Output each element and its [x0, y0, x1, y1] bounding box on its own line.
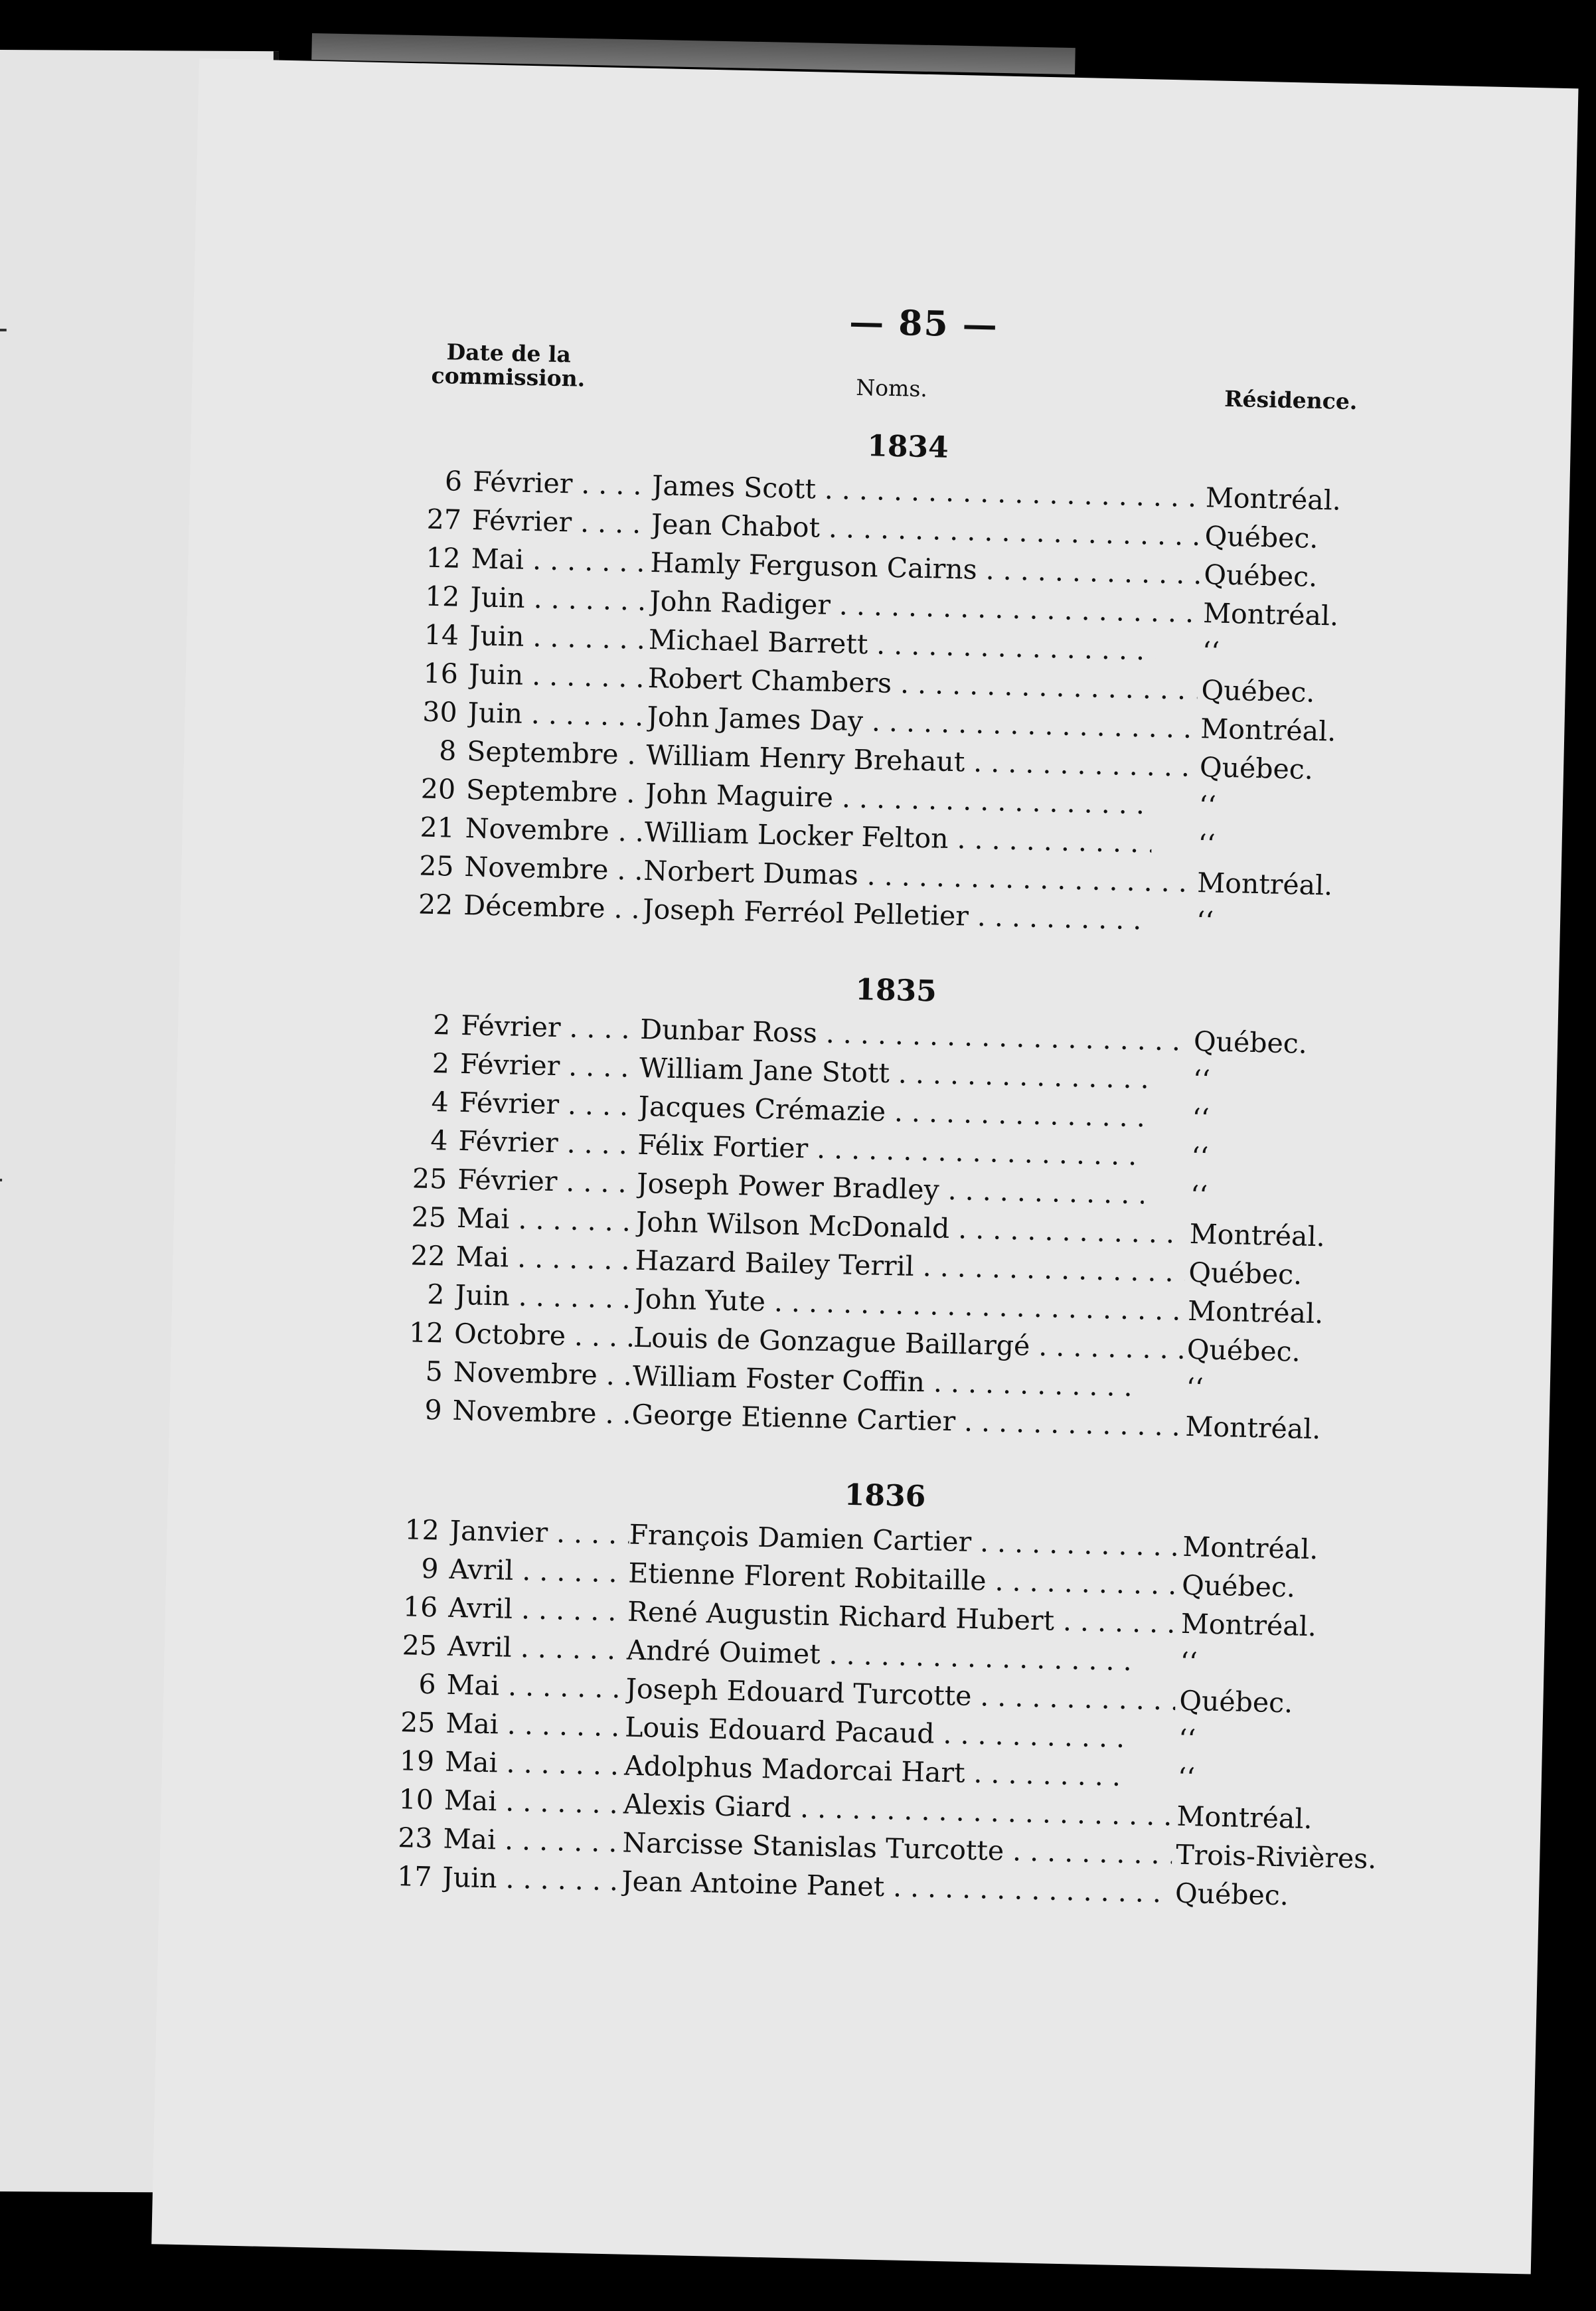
person-name: Joseph Power Bradley . . .: [637, 1164, 1145, 1214]
residence-column-header: Résidence.: [1224, 385, 1358, 415]
commission-month: Septembre . . .: [467, 732, 647, 774]
commission-day: 5: [425, 1355, 443, 1388]
date-column-header: [431, 340, 586, 391]
commission-month: Juin . . .: [455, 1276, 635, 1318]
page-number: — 85 —: [848, 301, 999, 346]
date-header-line: commission.: [431, 362, 586, 392]
commission-day: 14: [424, 618, 459, 651]
year-heading: 1834: [866, 429, 949, 465]
residence: ‘‘: [1180, 1646, 1198, 1679]
names-column-header: Noms.: [856, 374, 928, 402]
commission-day: 4: [431, 1086, 449, 1118]
commission-month: Février . . .: [457, 1160, 637, 1203]
commission-month: Novembre . . .: [465, 809, 645, 851]
commission-month: Février . . .: [471, 501, 651, 543]
document-page: [151, 58, 1578, 2274]
person-name: George Etienne Cartier . . .: [631, 1395, 1182, 1446]
residence: Montréal.: [1205, 481, 1342, 517]
person-name: Hamly Ferguson Cairns . . .: [650, 543, 1200, 594]
residence: ‘‘: [1198, 790, 1217, 822]
commission-month: Septembre . . .: [465, 770, 645, 813]
commission-day: 2: [432, 1047, 450, 1080]
commission-day: 6: [444, 465, 463, 497]
commission-month: Juin . . .: [468, 655, 648, 697]
commission-month: Mai . . .: [471, 539, 651, 582]
residence: ‘‘: [1186, 1371, 1204, 1405]
commission-day: 22: [418, 888, 453, 921]
commission-month: Mai . . .: [455, 1237, 635, 1280]
residence: Québec.: [1193, 1025, 1308, 1060]
commission-day: 2: [426, 1278, 445, 1311]
residence: Montréal.: [1189, 1217, 1326, 1253]
date-header-line: Date de la: [446, 339, 572, 368]
residence: ‘‘: [1192, 1102, 1210, 1135]
person-name: René Augustin Richard Hubert . . .: [627, 1592, 1178, 1643]
person-name: Etienne Florent Robitaille . . .: [628, 1554, 1178, 1604]
commission-day: 10: [398, 1783, 434, 1816]
commission-day: 25: [400, 1706, 436, 1739]
commission-day: 16: [402, 1590, 438, 1624]
residence: Québec.: [1174, 1877, 1289, 1912]
commission-day: 25: [411, 1201, 447, 1234]
person-name: William Henry Brehaut . . .: [646, 736, 1196, 786]
person-name: André Ouimet . . .: [626, 1631, 1134, 1681]
person-name: Robert Chambers . . .: [647, 659, 1198, 709]
person-name: Jacques Crémazie . . .: [638, 1087, 1146, 1137]
commission-day: 9: [420, 1552, 439, 1585]
commission-month: Novembre . . .: [453, 1353, 633, 1395]
person-name: Jean Chabot . . .: [651, 505, 1201, 555]
year-heading: 1835: [854, 972, 937, 1009]
residence: ‘‘: [1192, 1064, 1211, 1096]
person-name: John Wilson McDonald . . .: [635, 1203, 1186, 1253]
commission-month: Mai . . .: [456, 1199, 636, 1241]
person-name: Narcisse Stanislas Turcotte . . .: [622, 1824, 1172, 1874]
residence: ‘‘: [1196, 905, 1214, 938]
person-name: Dunbar Ross . . .: [640, 1010, 1190, 1061]
commission-day: 16: [423, 657, 459, 690]
commission-day: 6: [418, 1668, 437, 1701]
person-name: James Scott . . .: [652, 466, 1202, 517]
year-sections: [385, 419, 1377, 1916]
commission-month: Octobre . . .: [454, 1314, 634, 1357]
residence: Québec.: [1178, 1684, 1293, 1719]
commission-day: 21: [420, 811, 455, 844]
commission-day: 22: [410, 1239, 446, 1272]
residence: Trois-Rivières.: [1175, 1838, 1377, 1875]
commission-day: 12: [404, 1513, 440, 1547]
page-mark: [0, 1179, 2, 1181]
commission-month: Février . . .: [459, 1083, 639, 1126]
residence: Montréal.: [1176, 1800, 1313, 1836]
commission-month: Novembre . . .: [452, 1391, 632, 1434]
year-section: [406, 419, 1373, 944]
person-name: John Radiger . . .: [649, 582, 1200, 632]
residence: Montréal.: [1200, 713, 1336, 748]
commission-month: Juin . . .: [442, 1858, 622, 1901]
person-name: François Damien Cartier . . .: [629, 1515, 1179, 1566]
person-name: John Maguire . . .: [645, 774, 1153, 824]
commission-month: Février . . .: [473, 462, 653, 505]
residence: Montréal.: [1182, 1530, 1318, 1566]
person-name: Norbert Dumas . . .: [643, 851, 1194, 902]
person-name: Joseph Edouard Turcotte . . .: [625, 1669, 1176, 1720]
person-name: William Foster Coffin . . .: [632, 1357, 1140, 1407]
person-name: Louis Edouard Pacaud . . .: [625, 1708, 1133, 1758]
person-name: William Locker Felton . . .: [644, 813, 1152, 863]
commission-month: Avril . . .: [447, 1627, 627, 1669]
residence: Québec.: [1186, 1333, 1301, 1368]
residence: Québec.: [1181, 1569, 1296, 1604]
person-name: William Jane Stott . . .: [639, 1049, 1147, 1098]
text-block: [384, 292, 1376, 1956]
residence: Québec.: [1201, 674, 1315, 709]
commission-day: 19: [399, 1745, 435, 1778]
residence: Montréal.: [1202, 597, 1339, 632]
commission-month: Mai . . .: [445, 1743, 625, 1785]
commission-day: 25: [402, 1629, 438, 1662]
commission-month: Juin . . .: [470, 578, 650, 620]
residence: ‘‘: [1202, 636, 1220, 668]
commission-day: 25: [412, 1162, 447, 1195]
residence: Québec.: [1203, 558, 1318, 593]
person-name: Félix Fortier . . .: [637, 1126, 1145, 1175]
residence: Montréal.: [1187, 1294, 1324, 1330]
commission-day: 20: [420, 772, 456, 806]
person-name: Jean Antoine Panet . . .: [621, 1862, 1172, 1913]
residence: ‘‘: [1198, 828, 1216, 861]
residence: Québec.: [1188, 1256, 1303, 1291]
commission-day: 12: [408, 1316, 444, 1349]
person-name: John Yute . . .: [634, 1280, 1184, 1330]
residence: Montréal.: [1196, 867, 1333, 902]
residence: Montréal.: [1184, 1410, 1321, 1446]
commission-month: Mai . . .: [445, 1704, 625, 1747]
commission-day: 30: [422, 695, 458, 728]
person-name: John James Day . . .: [647, 697, 1197, 748]
page-mark: [0, 329, 7, 331]
person-name: Adolphus Madorcai Hart . . .: [623, 1747, 1131, 1796]
commission-month: Février . . .: [458, 1122, 638, 1164]
residence: Montréal.: [1180, 1607, 1317, 1643]
commission-month: Mai . . .: [446, 1666, 626, 1708]
commission-day: 4: [430, 1124, 449, 1157]
residence: ‘‘: [1190, 1179, 1208, 1212]
commission-month: Février . . .: [459, 1045, 639, 1087]
commission-month: Janvier . . .: [449, 1511, 629, 1554]
commission-month: Mai . . .: [443, 1820, 623, 1862]
person-name: Louis de Gonzague Baillargé . . .: [633, 1318, 1184, 1369]
person-name: Michael Barrett . . .: [648, 620, 1156, 670]
commission-day: 17: [396, 1860, 432, 1893]
commission-day: 12: [425, 541, 461, 574]
commission-day: 12: [424, 580, 460, 613]
commission-day: 2: [432, 1009, 451, 1041]
residence: Québec.: [1199, 751, 1314, 786]
person-name: Hazard Bailey Terril . . .: [635, 1241, 1185, 1292]
year-heading: 1836: [844, 1478, 926, 1514]
residence: ‘‘: [1177, 1761, 1196, 1794]
commission-month: Mai . . .: [443, 1781, 623, 1824]
commission-day: 27: [426, 503, 462, 536]
residence: ‘‘: [1190, 1140, 1209, 1173]
commission-month: Décembre . . .: [463, 886, 643, 928]
commission-month: Février . . .: [461, 1006, 641, 1049]
person-name: Joseph Ferréol Pelletier . . .: [643, 890, 1151, 940]
commission-month: Novembre . . .: [464, 847, 644, 890]
person-name: Alexis Giard . . .: [623, 1785, 1173, 1836]
commission-month: Juin . . .: [467, 693, 647, 736]
commission-month: Avril . . .: [449, 1550, 629, 1592]
residence: ‘‘: [1178, 1723, 1196, 1756]
commission-day: 25: [418, 849, 455, 883]
year-section: [395, 963, 1361, 1449]
commission-day: 8: [438, 734, 457, 767]
commission-month: Avril . . .: [448, 1588, 628, 1631]
commission-day: 23: [397, 1822, 434, 1855]
year-section: [385, 1468, 1377, 1916]
commission-day: 9: [424, 1393, 443, 1426]
residence: Québec.: [1204, 520, 1318, 555]
commission-month: Juin . . .: [469, 616, 649, 659]
